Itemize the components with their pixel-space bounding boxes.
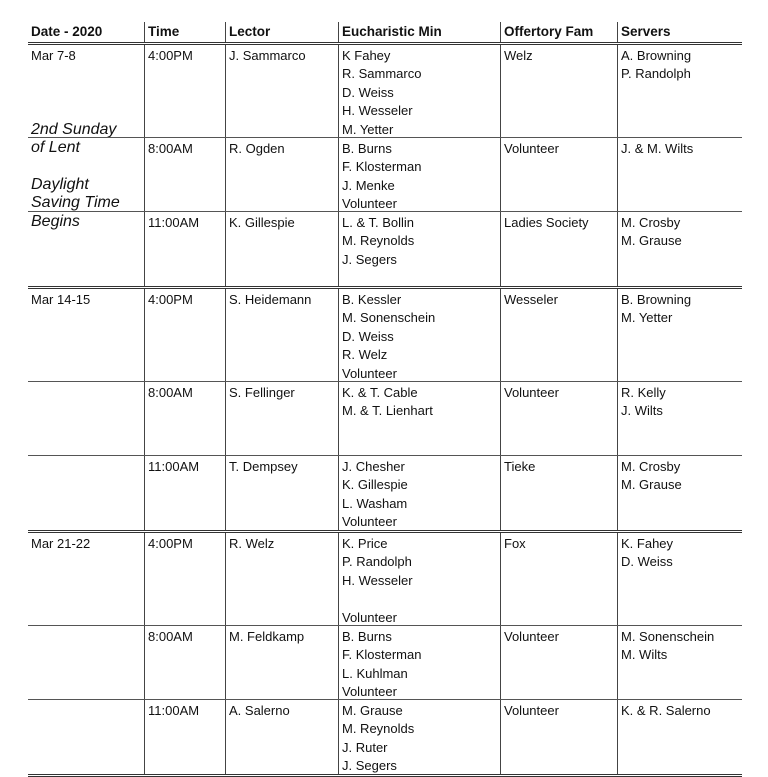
mass-time: 8:00AM [148, 629, 193, 644]
mass-time: 4:00PM [148, 292, 193, 307]
time-cell [144, 626, 225, 699]
server-name: M. Wilts [621, 647, 668, 663]
mass-time: 11:00AM [148, 459, 200, 474]
offertory-cell [500, 456, 617, 530]
minister-name: Volunteer [342, 609, 397, 625]
minister-name: F. Klosterman [342, 647, 422, 663]
minister-name: Volunteer [342, 365, 397, 381]
date-note: of Lent [31, 138, 80, 156]
time-cell [144, 533, 225, 625]
offertory-family: Welz [504, 48, 533, 63]
minister-name: K. Gillespie [342, 477, 408, 493]
lector-name: T. Dempsey [229, 459, 298, 474]
date-cell [28, 382, 144, 455]
mass-time: 11:00AM [148, 703, 200, 718]
minister-name: J. Segers [342, 251, 397, 267]
server-name: P. Randolph [621, 66, 691, 82]
table-row [28, 530, 742, 625]
mass-time: 11:00AM [148, 215, 200, 230]
offertory-family: Volunteer [504, 385, 559, 400]
date-cell [28, 212, 144, 286]
ministers-cell [338, 382, 500, 455]
server-name: B. Browning [621, 292, 692, 307]
ministers-cell [338, 626, 500, 699]
lector-cell [225, 45, 338, 137]
date-note: Begins [31, 212, 80, 230]
minister-name: L. Kuhlman [342, 665, 408, 681]
offertory-cell [500, 212, 617, 286]
minister-name [342, 590, 497, 608]
time-cell [144, 289, 225, 381]
minister-name: K. & T. Cable [342, 385, 418, 400]
header-lector: Lector [225, 22, 338, 42]
header-servers: Servers [617, 22, 742, 42]
minister-name: J. Segers [342, 758, 397, 774]
table-body [28, 45, 742, 774]
table-row [28, 286, 742, 381]
offertory-family: Volunteer [504, 141, 559, 156]
lector-name: K. Gillespie [229, 215, 295, 230]
offertory-cell [500, 626, 617, 699]
table-row [28, 211, 742, 286]
server-name: M. Grause [621, 233, 682, 249]
lector-cell [225, 382, 338, 455]
offertory-cell [500, 533, 617, 625]
mass-time: 8:00AM [148, 385, 193, 400]
lector-cell [225, 212, 338, 286]
server-name: J. & M. Wilts [621, 141, 694, 156]
date-cell [28, 533, 144, 625]
ministers-cell [338, 456, 500, 530]
servers-cell [617, 138, 742, 211]
lector-name: S. Fellinger [229, 385, 295, 400]
ministers-cell [338, 138, 500, 211]
mass-time: 4:00PM [148, 536, 193, 551]
date-note [31, 65, 120, 83]
server-name: M. Sonenschein [621, 629, 715, 644]
date-cell [28, 456, 144, 530]
ministers-cell [338, 45, 500, 137]
minister-name: M. & T. Lienhart [342, 403, 433, 419]
date-note [31, 47, 120, 65]
header-date: Date - 2020 [31, 24, 103, 39]
header-eucharistic-min: Eucharistic Min [338, 22, 500, 42]
ministers-cell [338, 700, 500, 774]
date-note [31, 84, 120, 102]
date-note: 2nd Sunday [31, 120, 117, 138]
minister-name: M. Yetter [342, 121, 394, 137]
header-row [28, 22, 742, 45]
minister-name: L. & T. Bollin [342, 215, 415, 230]
minister-name: M. Reynolds [342, 233, 415, 249]
lector-name: M. Feldkamp [229, 629, 305, 644]
minister-name: H. Wesseler [342, 572, 413, 588]
date-cell [28, 289, 144, 381]
server-name: M. Crosby [621, 215, 681, 230]
header-offertory-fam: Offertory Fam [500, 22, 617, 42]
date-label: Mar 14-15 [31, 292, 91, 307]
offertory-cell [500, 45, 617, 137]
minister-name: M. Sonenschein [342, 310, 436, 326]
minister-name: R. Welz [342, 347, 388, 363]
lector-cell [225, 289, 338, 381]
time-cell [144, 138, 225, 211]
lector-cell [225, 138, 338, 211]
table-row [28, 625, 742, 699]
lector-cell [225, 456, 338, 530]
mass-time: 4:00PM [148, 48, 193, 63]
lector-name: R. Welz [229, 536, 275, 551]
minister-name: M. Reynolds [342, 721, 415, 737]
minister-name: F. Klosterman [342, 159, 422, 175]
minister-name: M. Grause [342, 703, 403, 718]
server-name: M. Grause [621, 477, 682, 493]
minister-name: J. Menke [342, 177, 395, 193]
server-name: J. Wilts [621, 403, 663, 419]
minister-name: H. Wesseler [342, 103, 413, 119]
servers-cell [617, 382, 742, 455]
minister-name: L. Washam [342, 495, 408, 511]
date-label: Mar 7-8 [31, 48, 76, 63]
server-name: D. Weiss [621, 554, 673, 570]
ministers-cell [338, 533, 500, 625]
ministers-cell [338, 289, 500, 381]
offertory-family: Tieke [504, 459, 536, 474]
offertory-cell [500, 382, 617, 455]
date-label: Mar 21-22 [31, 536, 91, 551]
table-row [28, 699, 742, 774]
minister-name: J. Chesher [342, 459, 405, 474]
time-cell [144, 382, 225, 455]
time-cell [144, 700, 225, 774]
schedule-table [28, 22, 742, 777]
minister-name: Volunteer [342, 684, 397, 700]
minister-name: P. Randolph [342, 554, 412, 570]
offertory-cell [500, 289, 617, 381]
minister-name: K Fahey [342, 48, 391, 63]
time-cell [144, 212, 225, 286]
server-name: M. Yetter [621, 310, 673, 326]
minister-name: K. Price [342, 536, 388, 551]
offertory-family: Volunteer [504, 629, 559, 644]
minister-name: Volunteer [342, 514, 397, 530]
offertory-cell [500, 700, 617, 774]
date-note: Saving Time [31, 194, 120, 212]
lector-cell [225, 700, 338, 774]
servers-cell [617, 45, 742, 137]
minister-name: D. Weiss [342, 328, 394, 344]
date-note: Daylight [31, 175, 89, 193]
lector-name: R. Ogden [229, 141, 285, 156]
server-name: A. Browning [621, 48, 692, 63]
lector-name: A. Salerno [229, 703, 290, 718]
time-cell [144, 456, 225, 530]
minister-name: B. Burns [342, 629, 392, 644]
table-row [28, 455, 742, 530]
time-cell [144, 45, 225, 137]
offertory-family: Ladies Society [504, 215, 589, 230]
servers-cell [617, 626, 742, 699]
minister-name: B. Burns [342, 141, 392, 156]
ministers-cell [338, 212, 500, 286]
minister-name: D. Weiss [342, 84, 394, 100]
header-time: Time [144, 22, 225, 42]
lector-cell [225, 626, 338, 699]
date-note [31, 102, 120, 120]
lector-cell [225, 533, 338, 625]
lector-name: J. Sammarco [229, 48, 306, 63]
minister-name: B. Kessler [342, 292, 402, 307]
mass-time: 8:00AM [148, 141, 193, 156]
date-cell [28, 626, 144, 699]
servers-cell [617, 456, 742, 530]
offertory-cell [500, 138, 617, 211]
server-name: M. Crosby [621, 459, 681, 474]
minister-name: Volunteer [342, 196, 397, 212]
servers-cell [617, 700, 742, 774]
offertory-family: Fox [504, 536, 526, 551]
servers-cell [617, 212, 742, 286]
servers-cell [617, 533, 742, 625]
minister-name: R. Sammarco [342, 66, 422, 82]
servers-cell [617, 289, 742, 381]
table-row [28, 381, 742, 455]
server-name: R. Kelly [621, 385, 666, 400]
date-cell [28, 700, 144, 774]
minister-name: J. Ruter [342, 739, 388, 755]
offertory-family: Volunteer [504, 703, 559, 718]
server-name: K. Fahey [621, 536, 674, 551]
date-cell [28, 138, 144, 211]
server-name: K. & R. Salerno [621, 703, 711, 718]
lector-name: S. Heidemann [229, 292, 312, 307]
offertory-family: Wesseler [504, 292, 558, 307]
table-row [28, 137, 742, 211]
